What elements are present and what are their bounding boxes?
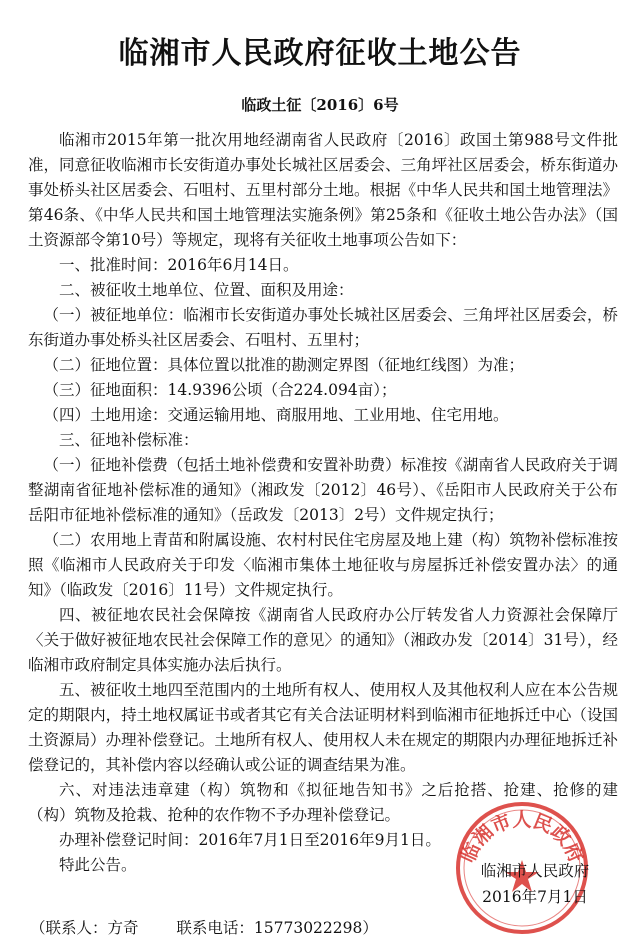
contact-person: （联系人：方奇: [30, 919, 139, 937]
land-location: （二）征地位置：具体位置以批准的勘测定界图（征地红线图）为准；: [43, 356, 525, 374]
approval-time: 一、批准时间：2016年6月14日。: [59, 256, 299, 274]
signature-block: [450, 858, 620, 910]
section-three-heading: 三、征地补偿标准：: [59, 431, 199, 449]
document-number: 临政土征〔2016〕6号: [241, 96, 399, 114]
land-units: （一）被征地单位：临湘市长安街道办事处长城社区居委会、三角坪社区居委会，桥东街道办事处桥头社区居委会、石咀村、五里村；: [28, 306, 618, 349]
page-title: 临湘市人民政府征收土地公告: [118, 36, 522, 71]
registration-time: 办理补偿登记时间：2016年7月1日至2016年9月1日。: [59, 831, 441, 849]
sign-date: 2016年7月1日: [482, 888, 588, 906]
social-security-paragraph: 四、被征地农民社会保障按《湖南省人民政府办公厅转发省人力资源社会保障厅〈关于做好被征地农民社会保障工作的意见〉的通知》（湘政办发〔2014〕31号），经临湘市政府制定具体实施办法后执行。: [28, 606, 618, 674]
land-area: （三）征地面积：14.9396公顷（合224.094亩）；: [43, 381, 397, 399]
section-two-heading: 二、被征收土地单位、位置、面积及用途：: [59, 281, 354, 299]
signer-name: 临湘市人民政府: [480, 862, 590, 880]
illegal-building-paragraph: 六、对违法违章建（构）筑物和《拟征地告知书》之后抢搭、抢建、抢修的建（构）筑物及抢栽、抢种的农作物不予办理补偿登记。: [28, 781, 618, 824]
land-use: （四）土地用途：交通运输用地、商服用地、工业用地、住宅用地。: [43, 406, 509, 424]
closing-line: 特此公告。: [59, 856, 137, 874]
contact-phone: 联系电话：15773022298）: [176, 919, 378, 937]
intro-paragraph: 临湘市2015年第一批次用地经湖南省人民政府〔2016〕政国土第988号文件批准，同意征收临湘市长安街道办事处长城社区居委会、三角坪社区居委会，桥东街道办事处桥头社区居委会、石咀村、五里村部分土地。根据《中华人民共和国土地管理法》第46条、《中华人民共和国土地管理法实施条例》第25条和《征收土地公告办法》（国土资源部令第10号）等规定，现将有关征收土地事项公告如下：: [28, 131, 618, 249]
compensation-standard-1: （一）征地补偿费（包括土地补偿费和安置补助费）标准按《湖南省人民政府关于调整湖南省征地补偿标准的通知》（湘政发〔2012〕46号）、《岳阳市人民政府关于公布岳阳市征地补偿标准的通知》（岳政发〔2013〕2号）文件规定执行；: [28, 456, 618, 524]
compensation-standard-2: （二）农用地上青苗和附属设施、农村村民住宅房屋及地上建（构）筑物补偿标准按照《临湘市人民政府关于印发〈临湘市集体土地征收与房屋拆迁补偿安置办法〉的通知》（临政发〔2016〕11号）文件规定执行。: [28, 531, 618, 599]
svg-text:临湘市人民政府: 临湘市人民政府: [457, 809, 587, 867]
registration-paragraph: 五、被征收土地四至范围内的土地所有权人、使用权人及其他权利人应在本公告规定的期限内，持土地权属证书或者其它有关合法证明材料到临湘市征地拆迁中心（设国土资源局）办理补偿登记。土地所有权人、使用权人未在规定的期限内办理征地拆迁补偿登记的，其补偿内容以经确认或公证的调查结果为准。: [28, 681, 618, 774]
contact-line: [30, 916, 378, 938]
announcement-body: [28, 128, 618, 878]
